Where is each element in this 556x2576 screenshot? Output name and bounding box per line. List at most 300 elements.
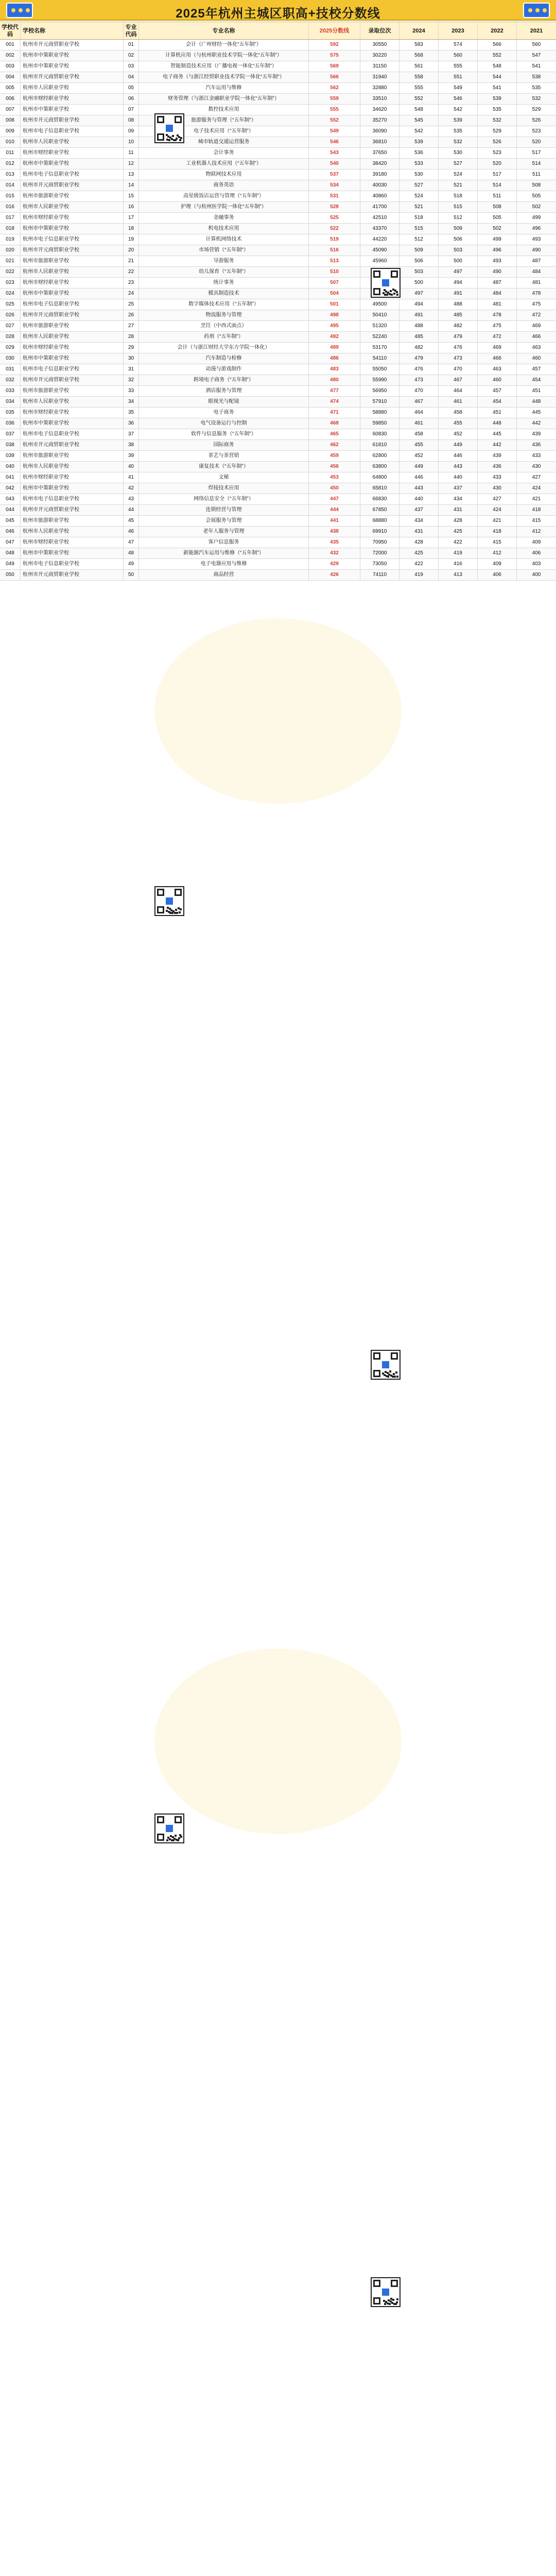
column-header: 2022: [478, 22, 517, 39]
school-code-cell: 044: [0, 505, 21, 515]
major-name-cell: 金融事务: [139, 213, 309, 223]
table-row: [0, 213, 556, 224]
score-2024-cell: 461: [399, 418, 439, 429]
cutoff-score-cell: 546: [309, 137, 360, 147]
table-row: [0, 548, 556, 559]
score-2021-cell: 499: [532, 215, 541, 221]
cutoff-score-cell: 525: [309, 213, 360, 223]
major-code-cell: 22: [124, 267, 139, 277]
table-row: [0, 191, 556, 202]
table-row: [0, 516, 556, 527]
score-2022-cell: 523: [478, 148, 517, 158]
table-header: [0, 22, 556, 40]
score-2023-cell: 551: [439, 72, 478, 82]
school-code-cell: 003: [0, 61, 21, 72]
table-row: [0, 321, 556, 332]
score-2023-cell: 574: [439, 40, 478, 50]
major-name-cell: 汽车运用与维修: [139, 83, 309, 93]
score-2024-cell: 488: [399, 321, 439, 331]
major-name-cell: 酒店服务与管理: [139, 386, 309, 396]
score-2021-cell: 424: [532, 485, 541, 491]
school-code-cell: 048: [0, 548, 21, 558]
score-2022-cell: 544: [478, 72, 517, 82]
major-name-cell: 高星级饭店运营与管理（“五年制”）: [139, 191, 309, 201]
major-name-cell: 会计（广州财经一体化“五年制”）: [139, 40, 309, 50]
major-name-cell: 物流服务与管理: [139, 310, 309, 320]
major-code-cell: 35: [124, 408, 139, 418]
major-code-cell: 43: [124, 494, 139, 504]
major-name-cell: 电气设备运行与控制: [139, 418, 309, 429]
school-code-cell: 037: [0, 429, 21, 439]
school-name-cell: 杭州市中策职业学校: [21, 105, 124, 115]
cutoff-score-cell: 575: [309, 50, 360, 61]
cutoff-score-cell: 426: [309, 570, 360, 580]
score-2024-cell: 509: [399, 245, 439, 256]
score-2023-cell: 431: [439, 505, 478, 515]
cutoff-score-cell: 468: [309, 418, 360, 429]
cutoff-score-cell: 501: [309, 299, 360, 310]
cutoff-score-cell: 450: [309, 483, 360, 494]
major-code-cell: 05: [124, 83, 139, 93]
cutoff-score-cell: 462: [309, 440, 360, 450]
cutoff-score-cell: 534: [309, 180, 360, 191]
school-code-cell: 041: [0, 472, 21, 483]
rank-cell: 60830: [360, 429, 399, 439]
major-name-cell: 数控技术应用: [139, 105, 309, 115]
rank-cell: 66830: [360, 494, 399, 504]
score-2023-cell: 506: [439, 234, 478, 245]
rank-cell: 55990: [360, 375, 399, 385]
rank-cell: 53170: [360, 343, 399, 353]
score-2021-cell: 454: [532, 377, 541, 383]
major-code-cell: 41: [124, 472, 139, 483]
score-2024-cell: 515: [399, 224, 439, 234]
major-name-cell: 电子商务: [139, 408, 309, 418]
major-name-cell: 电子商务（与浙江经贸职业技术学院一体化“五年制”）: [139, 72, 309, 82]
table-row: [0, 332, 556, 343]
major-code-cell: 29: [124, 343, 139, 353]
school-code-cell: 009: [0, 126, 21, 137]
school-code-cell: 011: [0, 148, 21, 158]
score-2021-cell: 535: [532, 85, 541, 91]
cutoff-score-cell: 492: [309, 332, 360, 342]
score-2022-cell: 439: [478, 451, 517, 461]
cutoff-score-cell: 453: [309, 472, 360, 483]
major-name-cell: 工业机器人技术应用（“五年制”）: [139, 159, 309, 169]
school-code-cell: 024: [0, 289, 21, 299]
score-2021-cell: 541: [532, 63, 541, 69]
major-code-cell: 21: [124, 256, 139, 266]
score-2022-cell: 469: [478, 343, 517, 353]
major-code-cell: 23: [124, 278, 139, 288]
major-code-cell: 48: [124, 548, 139, 558]
score-2021-cell: 406: [532, 550, 541, 556]
score-2024-cell: 524: [399, 191, 439, 201]
major-name-cell: 幼儿保育（“五年制”）: [139, 267, 309, 277]
cutoff-score-cell: 555: [309, 105, 360, 115]
major-name-cell: 眼视光与配镜: [139, 397, 309, 407]
major-code-cell: 32: [124, 375, 139, 385]
column-header: 专业代码: [124, 22, 139, 39]
table-row: [0, 289, 556, 299]
school-name-cell: 杭州市开元商贸职业学校: [21, 40, 124, 50]
score-2023-cell: 500: [439, 256, 478, 266]
score-2023-cell: 470: [439, 364, 478, 375]
score-2022-cell: 433: [478, 472, 517, 483]
score-2022-cell: 475: [478, 321, 517, 331]
school-name-cell: 杭州市旅游职业学校: [21, 256, 124, 266]
score-2022-cell: 418: [478, 527, 517, 537]
school-name-cell: 杭州市财经职业学校: [21, 408, 124, 418]
score-2023-cell: 549: [439, 83, 478, 93]
cutoff-score-cell: 456: [309, 462, 360, 472]
score-2023-cell: 413: [439, 570, 478, 580]
table-row: [0, 50, 556, 61]
score-2022-cell: 445: [478, 429, 517, 439]
table-row: [0, 159, 556, 170]
score-2021-cell: 412: [532, 529, 541, 534]
school-code-cell: 023: [0, 278, 21, 288]
rank-cell: 44220: [360, 234, 399, 245]
score-2021-cell: 418: [532, 507, 541, 513]
score-2022-cell: 517: [478, 170, 517, 180]
score-2024-cell: 500: [399, 278, 439, 288]
rank-cell: 32880: [360, 83, 399, 93]
score-2024-cell: 533: [399, 159, 439, 169]
major-name-cell: 数字媒体技术应用（“五年制”）: [139, 299, 309, 310]
cutoff-score-cell: 540: [309, 159, 360, 169]
cutoff-score-cell: 435: [309, 537, 360, 548]
score-2022-cell: 493: [478, 256, 517, 266]
rank-cell: 41700: [360, 202, 399, 212]
score-2021-cell: 496: [532, 226, 541, 231]
score-2023-cell: 560: [439, 50, 478, 61]
table-row: [0, 364, 556, 375]
school-code-cell: 036: [0, 418, 21, 429]
major-name-cell: 会计（与浙江财经大学东方学院一体化）: [139, 343, 309, 353]
major-name-cell: 茶艺与茶营销: [139, 451, 309, 461]
school-name-cell: 杭州市财经职业学校: [21, 537, 124, 548]
rank-cell: 45090: [360, 245, 399, 256]
table-row: [0, 408, 556, 418]
school-code-cell: 040: [0, 462, 21, 472]
major-name-cell: 客户信息服务: [139, 537, 309, 548]
major-name-cell: 老年人服务与管理: [139, 527, 309, 537]
school-code-cell: 029: [0, 343, 21, 353]
cutoff-score-cell: 495: [309, 321, 360, 331]
cutoff-score-cell: 483: [309, 364, 360, 375]
school-code-cell: 007: [0, 105, 21, 115]
table-row: [0, 40, 556, 50]
score-2022-cell: 412: [478, 548, 517, 558]
major-name-cell: 计算机应用（与杭州职业技术学院一体化“五年制”）: [139, 50, 309, 61]
major-name-cell: 电子技术应用（“五年制”）: [139, 126, 309, 137]
score-2024-cell: 539: [399, 137, 439, 147]
score-2024-cell: 482: [399, 343, 439, 353]
table-row: [0, 462, 556, 472]
rank-cell: 70950: [360, 537, 399, 548]
score-2021-cell: 490: [532, 247, 541, 253]
score-2024-cell: 527: [399, 180, 439, 191]
score-2024-cell: 479: [399, 353, 439, 364]
cutoff-score-cell: 592: [309, 40, 360, 50]
major-code-cell: 42: [124, 483, 139, 494]
score-2023-cell: 521: [439, 180, 478, 191]
major-code-cell: 47: [124, 537, 139, 548]
major-name-cell: 机电技术应用: [139, 224, 309, 234]
score-2023-cell: 479: [439, 332, 478, 342]
school-code-cell: 026: [0, 310, 21, 320]
score-2021-cell: 442: [532, 420, 541, 426]
cutoff-score-cell: 498: [309, 310, 360, 320]
score-2021-cell: 547: [532, 53, 541, 58]
table-row: [0, 483, 556, 494]
major-code-cell: 02: [124, 50, 139, 61]
score-2024-cell: 431: [399, 527, 439, 537]
cutoff-score-cell: 447: [309, 494, 360, 504]
school-name-cell: 杭州市中策职业学校: [21, 353, 124, 364]
rank-cell: 40030: [360, 180, 399, 191]
score-2022-cell: 505: [478, 213, 517, 223]
cutoff-score-cell: 537: [309, 170, 360, 180]
school-code-cell: 027: [0, 321, 21, 331]
score-2022-cell: 472: [478, 332, 517, 342]
rank-cell: 49500: [360, 299, 399, 310]
school-name-cell: 杭州市电子信息职业学校: [21, 559, 124, 569]
score-2024-cell: 561: [399, 61, 439, 72]
column-header: 2021: [530, 27, 543, 34]
major-code-cell: 04: [124, 72, 139, 82]
table-row: [0, 148, 556, 159]
score-2024-cell: 503: [399, 267, 439, 277]
major-code-cell: 19: [124, 234, 139, 245]
major-name-cell: 财务管理（与浙江金融职业学院一体化“五年制”）: [139, 94, 309, 104]
school-code-cell: 005: [0, 83, 21, 93]
score-2023-cell: 476: [439, 343, 478, 353]
score-2024-cell: 443: [399, 483, 439, 494]
rank-cell: 40860: [360, 191, 399, 201]
table-row: [0, 224, 556, 234]
major-name-cell: 连锁经营与管理: [139, 505, 309, 515]
score-2023-cell: 449: [439, 440, 478, 450]
score-2023-cell: 455: [439, 418, 478, 429]
rank-cell: 65810: [360, 483, 399, 494]
major-name-cell: 动漫与游戏制作: [139, 364, 309, 375]
school-code-cell: 045: [0, 516, 21, 526]
cutoff-score-cell: 471: [309, 408, 360, 418]
cutoff-score-cell: 432: [309, 548, 360, 558]
score-2022-cell: 424: [478, 505, 517, 515]
score-2023-cell: 446: [439, 451, 478, 461]
cutoff-score-cell: 441: [309, 516, 360, 526]
score-2021-cell: 409: [532, 539, 541, 545]
rank-cell: 31940: [360, 72, 399, 82]
score-2023-cell: 512: [439, 213, 478, 223]
score-2021-cell: 481: [532, 280, 541, 285]
rank-cell: 34620: [360, 105, 399, 115]
cutoff-score-cell: 522: [309, 224, 360, 234]
score-2024-cell: 422: [399, 559, 439, 569]
score-2021-cell: 517: [532, 150, 541, 156]
score-2021-cell: 421: [532, 496, 541, 502]
school-code-cell: 008: [0, 115, 21, 126]
score-2022-cell: 406: [478, 570, 517, 580]
score-2022-cell: 484: [478, 289, 517, 299]
table-row: [0, 527, 556, 537]
major-name-cell: 软件与信息服务（“五年制”）: [139, 429, 309, 439]
major-code-cell: 18: [124, 224, 139, 234]
score-2023-cell: 461: [439, 397, 478, 407]
school-name-cell: 杭州市电子信息职业学校: [21, 364, 124, 375]
score-2021-cell: 472: [532, 312, 541, 318]
school-code-cell: 017: [0, 213, 21, 223]
score-2021-cell: 466: [532, 334, 541, 340]
major-code-cell: 03: [124, 61, 139, 72]
major-name-cell: 国际商务: [139, 440, 309, 450]
score-2022-cell: 481: [478, 299, 517, 310]
cutoff-score-cell: 429: [309, 559, 360, 569]
rank-cell: 57910: [360, 397, 399, 407]
score-2021-cell: 403: [532, 561, 541, 567]
score-2023-cell: 482: [439, 321, 478, 331]
score-2024-cell: 518: [399, 213, 439, 223]
table-row: [0, 245, 556, 256]
score-2022-cell: 427: [478, 494, 517, 504]
score-2022-cell: 532: [478, 115, 517, 126]
score-2024-cell: 419: [399, 570, 439, 580]
school-code-cell: 038: [0, 440, 21, 450]
score-2023-cell: 497: [439, 267, 478, 277]
score-2022-cell: 499: [478, 234, 517, 245]
cutoff-score-cell: 519: [309, 234, 360, 245]
school-name-cell: 杭州市中策职业学校: [21, 289, 124, 299]
cutoff-score-cell: 438: [309, 527, 360, 537]
score-2021-cell: 511: [532, 172, 541, 177]
major-code-cell: 12: [124, 159, 139, 169]
rank-cell: 36810: [360, 137, 399, 147]
school-name-cell: 杭州市人民职业学校: [21, 462, 124, 472]
rank-cell: 64800: [360, 472, 399, 483]
major-code-cell: 25: [124, 299, 139, 310]
school-code-cell: 031: [0, 364, 21, 375]
major-name-cell: 烹饪（中西式面点）: [139, 321, 309, 331]
major-name-cell: 导游服务: [139, 256, 309, 266]
school-name-cell: 杭州市财经职业学校: [21, 94, 124, 104]
school-code-cell: 019: [0, 234, 21, 245]
school-name-cell: 杭州市开元商贸职业学校: [21, 440, 124, 450]
school-name-cell: 杭州市人民职业学校: [21, 137, 124, 147]
table-row: [0, 202, 556, 213]
score-2021-cell: 460: [532, 355, 541, 361]
score-2023-cell: 416: [439, 559, 478, 569]
major-name-cell: 电子电器应用与维修: [139, 559, 309, 569]
score-2023-cell: 485: [439, 310, 478, 320]
score-2024-cell: 512: [399, 234, 439, 245]
score-2023-cell: 434: [439, 494, 478, 504]
table-row: [0, 429, 556, 440]
rank-cell: 50410: [360, 310, 399, 320]
major-code-cell: 46: [124, 527, 139, 537]
school-code-cell: 018: [0, 224, 21, 234]
score-2022-cell: 409: [478, 559, 517, 569]
column-header: 学校代码: [0, 22, 21, 39]
school-name-cell: 杭州市电子信息职业学校: [21, 299, 124, 310]
school-code-cell: 004: [0, 72, 21, 82]
rank-cell: 55050: [360, 364, 399, 375]
rank-cell: 72000: [360, 548, 399, 558]
score-2022-cell: 514: [478, 180, 517, 191]
score-2022-cell: 502: [478, 224, 517, 234]
school-code-cell: 032: [0, 375, 21, 385]
score-2023-cell: 440: [439, 472, 478, 483]
qr-code-icon: [371, 268, 401, 298]
score-2022-cell: 451: [478, 408, 517, 418]
school-name-cell: 杭州市财经职业学校: [21, 148, 124, 158]
rank-cell: 45960: [360, 256, 399, 266]
score-2021-cell: 445: [532, 410, 541, 415]
score-2023-cell: 527: [439, 159, 478, 169]
score-2022-cell: 463: [478, 364, 517, 375]
school-name-cell: 杭州市中策职业学校: [21, 483, 124, 494]
major-name-cell: 新能源汽车运用与维修（“五年制”）: [139, 548, 309, 558]
score-2021-cell: 560: [532, 42, 541, 47]
school-name-cell: 杭州市开元商贸职业学校: [21, 245, 124, 256]
table-row: [0, 94, 556, 105]
major-name-cell: 计算机网络技术: [139, 234, 309, 245]
school-name-cell: 杭州市开元商贸职业学校: [21, 375, 124, 385]
major-name-cell: 汽车制造与检修: [139, 353, 309, 364]
rank-cell: 68880: [360, 516, 399, 526]
score-2022-cell: 448: [478, 418, 517, 429]
score-2024-cell: 434: [399, 516, 439, 526]
score-2021-cell: 463: [532, 345, 541, 350]
major-code-cell: 40: [124, 462, 139, 472]
rank-cell: 38420: [360, 159, 399, 169]
school-name-cell: 杭州市财经职业学校: [21, 278, 124, 288]
table-row: [0, 494, 556, 505]
score-2023-cell: 532: [439, 137, 478, 147]
school-name-cell: 杭州市中策职业学校: [21, 548, 124, 558]
table-row: [0, 440, 556, 451]
score-2023-cell: 425: [439, 527, 478, 537]
score-2024-cell: 494: [399, 299, 439, 310]
major-name-cell: 物联网技术应用: [139, 170, 309, 180]
school-code-cell: 025: [0, 299, 21, 310]
score-2021-cell: 433: [532, 453, 541, 459]
major-code-cell: 33: [124, 386, 139, 396]
table-row: [0, 126, 556, 137]
score-2021-cell: 487: [532, 258, 541, 264]
cutoff-score-cell: 474: [309, 397, 360, 407]
major-code-cell: 08: [124, 115, 139, 126]
column-header: 2023: [439, 22, 478, 39]
rank-cell: 69910: [360, 527, 399, 537]
major-name-cell: 模具制造技术: [139, 289, 309, 299]
major-code-cell: 20: [124, 245, 139, 256]
score-2023-cell: 555: [439, 61, 478, 72]
table-row: [0, 83, 556, 94]
score-2024-cell: 542: [399, 126, 439, 137]
cutoff-score-cell: 477: [309, 386, 360, 396]
school-code-cell: 033: [0, 386, 21, 396]
rank-cell: 63800: [360, 462, 399, 472]
school-name-cell: 杭州市中策职业学校: [21, 418, 124, 429]
school-name-cell: 杭州市电子信息职业学校: [21, 234, 124, 245]
rank-cell: 30550: [360, 40, 399, 50]
rank-cell: 59850: [360, 418, 399, 429]
school-name-cell: 杭州市旅游职业学校: [21, 386, 124, 396]
rank-cell: 42510: [360, 213, 399, 223]
